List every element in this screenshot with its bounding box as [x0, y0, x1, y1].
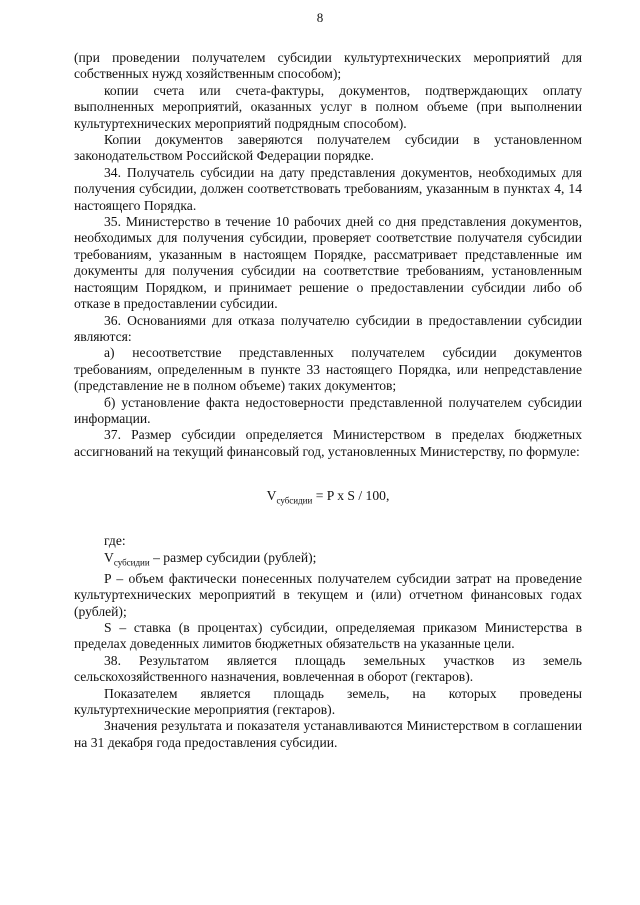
- paragraph-35: 35. Министерство в течение 10 рабочих дней со дня представления документов, необходимых для получения субсидии, проверяет соответствие получателя субсидии требованиям, указанным в настоящем Порядке, рассматривает представленные им документы для получения субсидии на соответствие требованиям, установленным настоящим Порядком, и принимает решение о предоставлении субсидии либо об отказе в предоставлении субсидии.: [74, 214, 582, 312]
- definition-v: [74, 550, 582, 571]
- document-body: [74, 50, 582, 751]
- paragraph-36-a: а) несоответствие представленных получателем субсидии документов требованиям, определенным в пункте 33 настоящего Порядка, или непредставление (представление не в полном объеме) таких документов;: [74, 345, 582, 394]
- formula: [74, 488, 582, 509]
- paragraph-38: 38. Результатом является площадь земельных участков из земель сельскохозяйственного назначения, вовлеченная в оборот (гектаров).: [74, 652, 582, 685]
- page-number: 8: [316, 10, 324, 25]
- formula-subscript: субсидии: [276, 495, 313, 506]
- paragraph-36-b: б) установление факта недостоверности представленной получателем субсидии информации.: [74, 394, 582, 426]
- paragraph-37: 37. Размер субсидии определяется Министерством в пределах бюджетных ассигнований на текущий финансовый год, установленных Министерству, по формуле:: [74, 427, 582, 459]
- paragraph-indicator: Показателем является площадь земель, на которых проведены культуртехнические мероприятия (гектаров).: [74, 685, 582, 718]
- definition-v-text: – размер субсидии (рублей);: [149, 549, 317, 565]
- definition-v-subscript: субсидии: [113, 557, 150, 568]
- paragraph-1: (при проведении получателем субсидии культуртехнических мероприятий для собственных нужд хозяйственным способом);: [74, 50, 582, 82]
- paragraph-3: Копии документов заверяются получателем субсидии в установленном законодательством Российской Федерации порядке.: [74, 132, 582, 164]
- definition-v-symbol: V: [104, 549, 114, 565]
- formula-symbol: V: [266, 488, 277, 504]
- paragraph-34: 34. Получатель субсидии на дату представления документов, необходимых для получения субсидии, должен соответствовать требованиям, указанным в пунктах 4, 14 настоящего Порядка.: [74, 164, 582, 213]
- paragraph-2: копии счета или счета-фактуры, документов, подтверждающих оплату выполненных мероприятий, оказанных услуг в полном объеме (при выполнении культуртехнических мероприятий подрядным способом).: [74, 82, 582, 131]
- definition-p: P – объем фактически понесенных получателем субсидии затрат на проведение культуртехнических мероприятий в текущем и (или) отчетном финансовых годах (рублей);: [74, 570, 582, 619]
- paragraph-where: где:: [104, 533, 126, 549]
- paragraph-values: Значения результата и показателя устанавливаются Министерством в соглашении на 31 декабря года предоставления субсидии.: [74, 718, 582, 750]
- paragraph-36: 36. Основаниями для отказа получателю субсидии в предоставлении субсидии являются:: [74, 312, 582, 344]
- formula-expression: = P x S / 100,: [312, 488, 390, 504]
- definition-s: S – ставка (в процентах) субсидии, определяемая приказом Министерства в пределах доведенных лимитов бюджетных обязательств на указанные цели.: [74, 620, 582, 652]
